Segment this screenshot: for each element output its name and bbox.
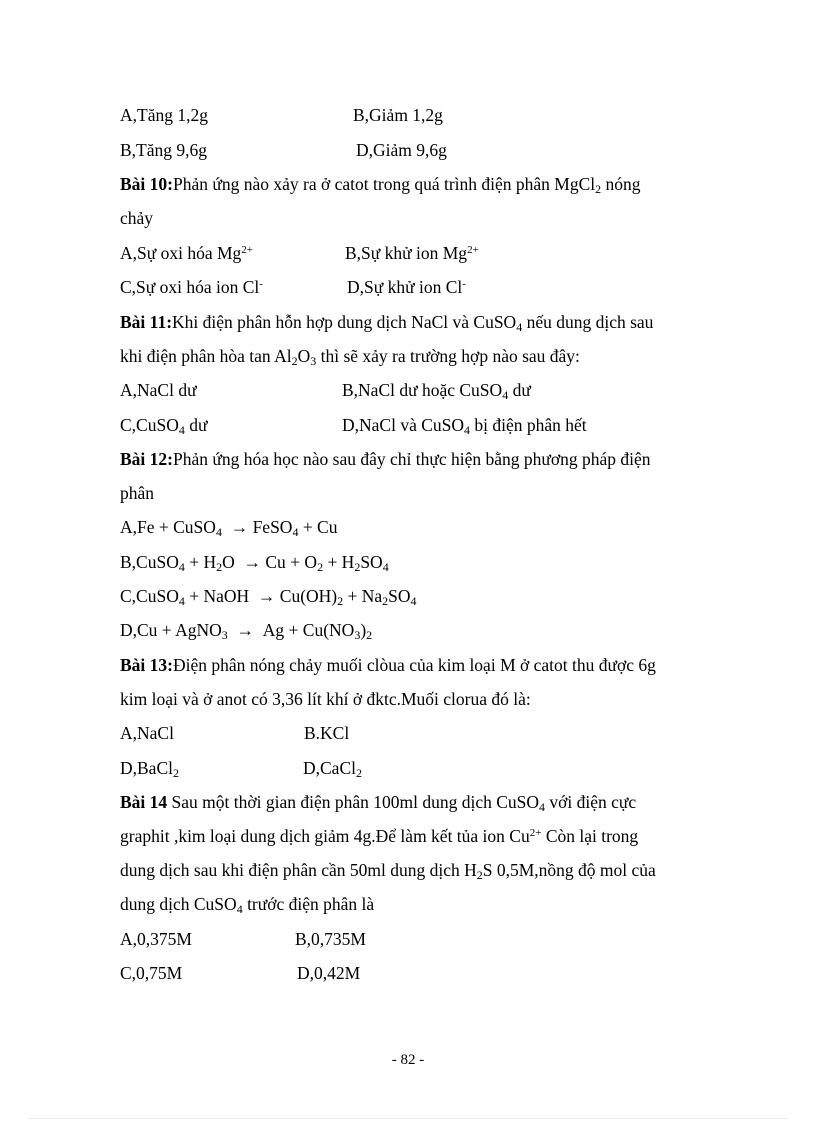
question-label: Bài 11: <box>120 312 173 332</box>
question-14-cont: dung dịch sau khi điện phân cần 50ml dung dịch $H_2S$ 0,5M,nồng độ mol của <box>120 860 656 882</box>
question-text-cont: chảy <box>120 208 154 228</box>
equation-b: B,CuSO$_4$ + $H_2O \to Cu + O_2 + H_2SO_4$ <box>120 552 389 574</box>
question-14-cont: dung dịch CuSO$_4$ trước điện phân là <box>120 894 375 916</box>
question-14-cont: graphit ,kim loại dung dịch giảm 4g.Để làm kết tủa ion $Cu^{2+}$ Còn lại trong <box>120 826 639 846</box>
option-b: B,Giảm 1,2g <box>353 105 443 125</box>
question-label: Bài 12: <box>120 449 173 469</box>
question-11: Bài 11:Khi điện phân hỗn hợp dung dịch NaCl và CuSO$_4$ nếu dung dịch sau <box>120 312 654 334</box>
option-d: D,NaCl và CuSO$_4$ bị điện phân hết <box>342 415 587 437</box>
equation-a: A,Fe + CuSO$_4$ → FeSO$_4$ + Cu <box>120 517 338 539</box>
page-number: - 82 - <box>391 1052 425 1068</box>
question-11-cont: khi điện phân hòa $\tan Al_2O_3$ thì sẽ xảy ra trường hợp nào sau đây: <box>120 346 580 368</box>
option-a: A,Tăng 1,2g <box>120 105 208 125</box>
option-b: B,Tăng 9,6g <box>120 140 208 160</box>
question-10-cont <box>120 206 153 230</box>
option-d: D,0,42M <box>297 963 361 983</box>
subscript: 2 <box>595 182 602 196</box>
option-d: D,BaCl$_2$ <box>120 758 179 780</box>
question-text: Điện phân nóng chảy muối clòua của kim loại M ở catot thu được 6g <box>173 655 656 675</box>
option-d-2: D,CaCl$_2$ <box>303 758 362 780</box>
question-12 <box>120 447 651 471</box>
option-c: C,Sự oxi hóa ion Cl- <box>120 277 263 297</box>
question-label: Bài 10: <box>120 174 173 194</box>
option-b: B.KCl <box>304 723 350 743</box>
question-14: Bài 14 Sau một thời gian điện phân 100ml dung dịch CuSO$_4$ với điện cực <box>120 792 637 814</box>
page-edge-divider <box>28 1118 788 1119</box>
question-12-cont: phân <box>120 483 155 503</box>
question-label: Bài 13: <box>120 655 173 675</box>
option-a: A,0,375M <box>120 929 192 949</box>
option-b: B,NaCl dư hoặc CuSO$_4$ dư <box>342 380 531 402</box>
option-b: B,Sự khử ion $Mg^{2+}$ <box>345 243 479 263</box>
equation-c: C,CuSO$_4$ + NaOH → $Cu(OH)_2 + Na_2SO_4$ <box>120 586 417 608</box>
question-13 <box>120 653 656 677</box>
equation-d: D,Cu + AgNO$_3$ → $Ag + Cu(NO_3)_2$ <box>120 620 373 642</box>
question-text-tail: nóng <box>601 174 641 194</box>
question-text: Khi điện phân hỗn hợp dung dịch NaCl và CuSO <box>172 312 517 332</box>
option-a: A,NaCl <box>120 723 174 743</box>
option-a: A,NaCl dư <box>120 380 197 400</box>
question-13-cont: kim loại và ở anot có 3,36 lít khí ở đktc.Muối clorua đó là: <box>120 689 531 709</box>
question-text: Phản ứng hóa học nào sau đây chỉ thực hiện bằng phương pháp điện <box>173 449 651 469</box>
question-label: Bài 14 <box>120 792 168 812</box>
option-d: D,Sự khử ion Cl- <box>347 277 466 297</box>
option-c: C,0,75M <box>120 963 183 983</box>
question-text: Phản ứng nào xảy ra ở catot trong quá trình điện phân MgCl <box>173 174 596 194</box>
option-a: A,Sự oxi hóa $Mg^{2+}$ <box>120 243 254 263</box>
question-10 <box>120 172 641 196</box>
option-d: D,Giảm 9,6g <box>356 140 447 160</box>
option-b: B,0,735M <box>295 929 366 949</box>
option-c: C,CuSO$_4$ dư <box>120 415 208 437</box>
